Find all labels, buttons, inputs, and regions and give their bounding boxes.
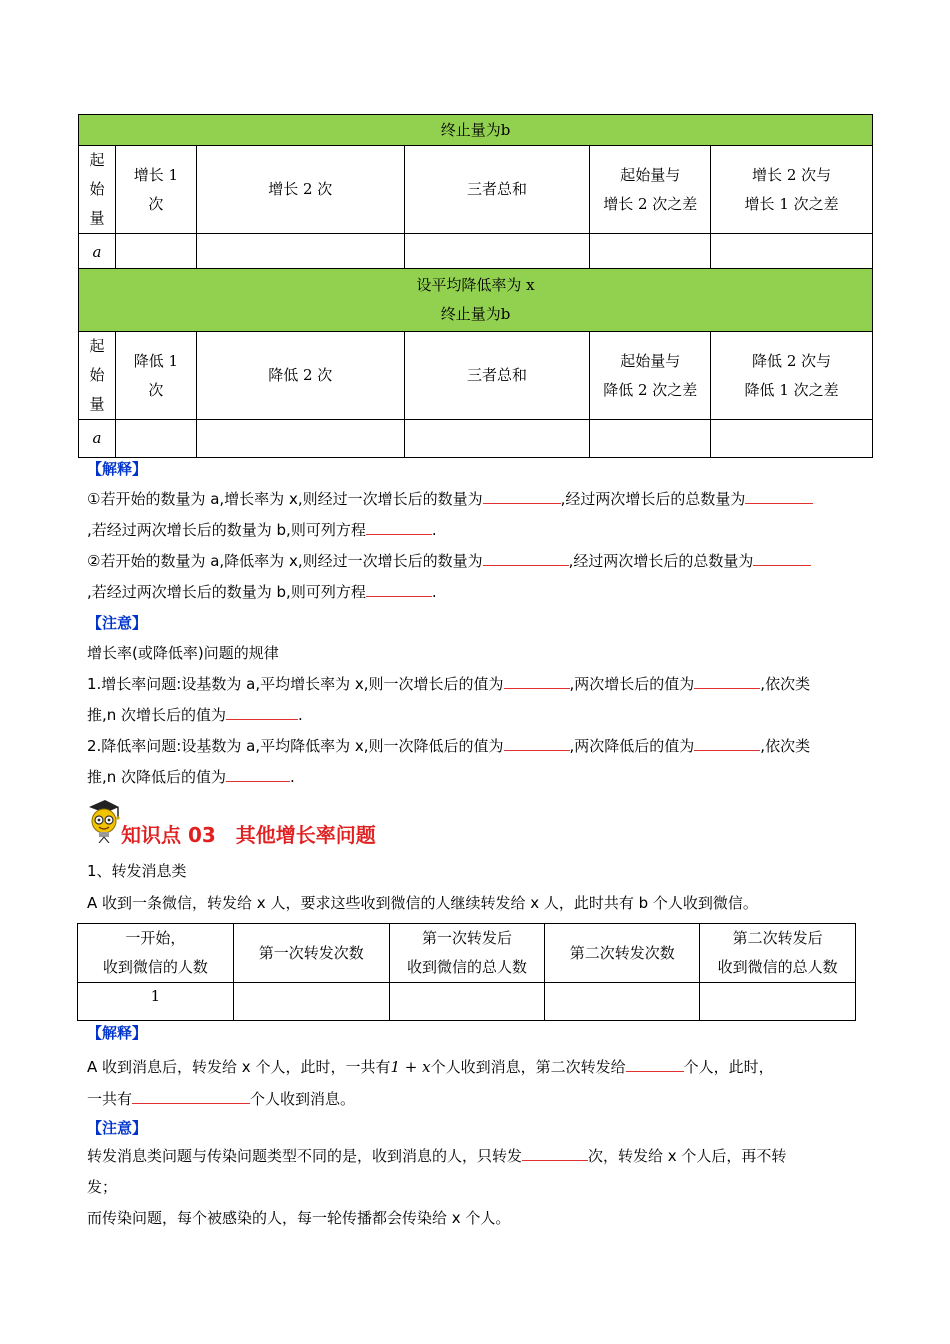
explain-line-1: ①若开始的数量为 a,增长率为 x,则经过一次增长后的数量为 ,经过两次增长后的总数量为 bbox=[87, 489, 813, 509]
cell-a: a bbox=[79, 420, 116, 458]
explain-line-4: ,若经过两次增长后的数量为 b,则可列方程 . bbox=[87, 583, 437, 601]
col-drop-twice: 降低 2 次 bbox=[196, 332, 404, 420]
note-line-2: 推,n 次增长后的值为 . bbox=[87, 706, 303, 724]
cell-initial-value: 1 bbox=[78, 983, 234, 1021]
col-diff-growth: 增长 2 次与 增长 1 次之差 bbox=[711, 146, 873, 234]
col-initial-count: 一开始， 收到微信的人数 bbox=[78, 924, 234, 983]
col-grow-once: 增长 1 次 bbox=[115, 146, 196, 234]
empty-cell bbox=[700, 983, 856, 1021]
empty-cell bbox=[389, 983, 545, 1021]
col-total: 三者总和 bbox=[404, 146, 590, 234]
note2-line-1: 转发消息类问题与传染问题类型不同的是，收到消息的人，只转发 次，转发给 x 个人后，再不转 bbox=[87, 1147, 787, 1165]
explain2-line-1: A 收到消息后，转发给 x 个人，此时，一共有1 + x个人收到消息，第二次转发给 个人，此时， bbox=[87, 1058, 774, 1076]
col-total: 三者总和 bbox=[404, 332, 590, 420]
note2-line-2: 发； bbox=[87, 1178, 118, 1196]
empty-cell bbox=[196, 234, 404, 272]
note-label-2: 【注意】 bbox=[87, 1119, 148, 1137]
note-intro: 增长率(或降低率)问题的规律 bbox=[87, 644, 279, 662]
empty-cell bbox=[115, 234, 196, 272]
col-first-total: 第一次转发后 收到微信的总人数 bbox=[389, 924, 545, 983]
empty-cell bbox=[233, 983, 389, 1021]
message-forward-table bbox=[77, 923, 856, 1021]
empty-cell bbox=[711, 420, 873, 458]
note-line-4: 推,n 次降低后的值为 . bbox=[87, 768, 295, 786]
explain-line-3: ②若开始的数量为 a,降低率为 x,则经过一次增长后的数量为 ,经过两次增长后的总数量为 bbox=[87, 551, 811, 571]
empty-cell bbox=[115, 420, 196, 458]
explain2-line-2: 一共有 个人收到消息。 bbox=[87, 1090, 356, 1108]
empty-cell bbox=[711, 234, 873, 272]
cell-a: a bbox=[79, 234, 116, 272]
decline-table-header: 设平均降低率为 x 终止量为b bbox=[79, 269, 873, 332]
note-label-1: 【注意】 bbox=[87, 614, 148, 632]
col-start-amount: 起 始 量 bbox=[79, 332, 116, 420]
empty-cell bbox=[404, 234, 590, 272]
scholar-bulb-icon bbox=[85, 797, 121, 843]
note2-line-3: 而传染问题，每个被感染的人，每一轮传播都会传染给 x 个人。 bbox=[87, 1209, 511, 1227]
subsection-title: 1、转发消息类 bbox=[87, 862, 187, 880]
growth-table bbox=[78, 114, 873, 272]
col-drop-once: 降低 1 次 bbox=[115, 332, 196, 420]
explain-line-2: ,若经过两次增长后的数量为 b,则可列方程 . bbox=[87, 521, 437, 539]
empty-cell bbox=[545, 983, 700, 1021]
empty-cell bbox=[404, 420, 590, 458]
empty-cell bbox=[590, 234, 711, 272]
decline-table bbox=[78, 268, 873, 458]
col-diff-start: 起始量与 增长 2 次之差 bbox=[590, 146, 711, 234]
col-grow-twice: 增长 2 次 bbox=[196, 146, 404, 234]
col-second-total: 第二次转发后 收到微信的总人数 bbox=[700, 924, 856, 983]
note-line-3: 2.降低率问题:设基数为 a,平均降低率为 x,则一次降低后的值为 ,两次降低后的值为 ,依次类 bbox=[87, 737, 811, 755]
formula: 1 + x bbox=[390, 1058, 431, 1076]
explain-label-1: 【解释】 bbox=[87, 460, 148, 478]
col-second-forward: 第二次转发次数 bbox=[545, 924, 700, 983]
explain-label-2: 【解释】 bbox=[87, 1024, 148, 1042]
col-diff-drop: 降低 2 次与 降低 1 次之差 bbox=[711, 332, 873, 420]
empty-cell bbox=[196, 420, 404, 458]
col-start-amount: 起 始 量 bbox=[79, 146, 116, 234]
section-title: 知识点 03 其他增长率问题 bbox=[121, 823, 376, 847]
col-first-forward: 第一次转发次数 bbox=[233, 924, 389, 983]
growth-table-header: 终止量为b bbox=[79, 115, 873, 146]
problem-description: A 收到一条微信，转发给 x 人，要求这些收到微信的人继续转发给 x 人，此时共有 b 个人收到微信。 bbox=[87, 894, 758, 912]
note-line-1: 1.增长率问题:设基数为 a,平均增长率为 x,则一次增长后的值为 ,两次增长后的值为 ,依次类 bbox=[87, 675, 811, 693]
empty-cell bbox=[590, 420, 711, 458]
col-diff-start: 起始量与 降低 2 次之差 bbox=[590, 332, 711, 420]
